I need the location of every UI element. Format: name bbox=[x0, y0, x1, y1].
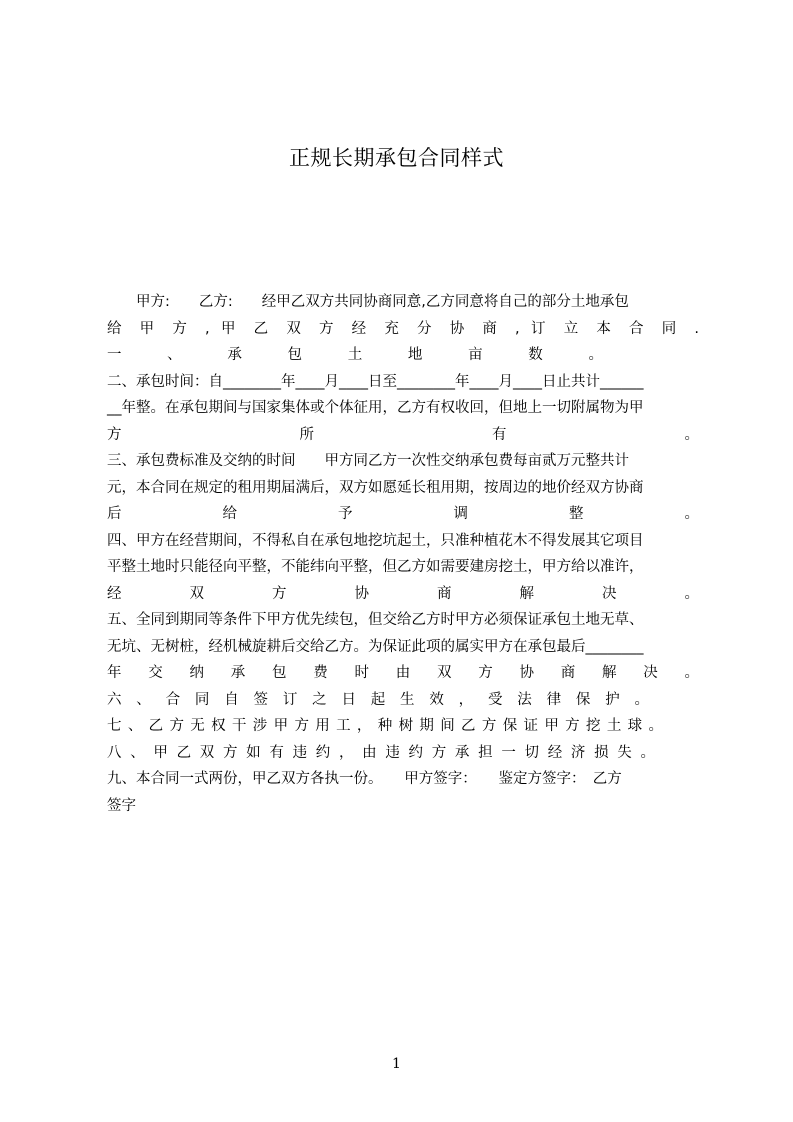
paragraph-line: 四、甲方在经营期间，不得私自在承包地挖坑起土，只准种植花木不得发展其它项目 bbox=[107, 532, 644, 549]
paragraph-line: 甲方: 乙方: 经甲乙双方共同协商同意,乙方同意将自己的部分土地承包 bbox=[107, 294, 629, 310]
paragraph-line: 签字 bbox=[107, 797, 136, 814]
paragraph-line: 元，本合同在规定的租用期届满后，双方如愿延长租用期，按周边的地价经双方协商 bbox=[107, 479, 644, 496]
paragraph-line: 三、承包费标准及交纳的时间 甲方同乙方一次性交纳承包费每亩贰万元整共计 bbox=[107, 453, 629, 469]
paragraph-line: 经 双 方 协 商 解 决 。 bbox=[107, 585, 699, 602]
document-title: 正规长期承包合同样式 bbox=[289, 146, 504, 170]
paragraph-line: 给 甲 方 , 甲 乙 双 方 经 充 分 协 商 , 订 立 本 合 同 . bbox=[107, 320, 699, 337]
page-number: 1 bbox=[392, 1056, 401, 1072]
paragraph-line: 七 、 乙 方 无 权 干 涉 甲 方 用 工 ， 种 树 期 间 乙 方 保 证 甲 方 挖 土 球 。 bbox=[107, 718, 663, 734]
paragraph-line: 五、全同到期同等条件下甲方优先续包，但交给乙方时甲方必须保证承包土地无草、 bbox=[107, 612, 644, 628]
paragraph-line: 八 、 甲 乙 双 方 如 有 违 约 ， 由 违 约 方 承 担 一 切 经 济 损 失 。 bbox=[107, 744, 655, 761]
paragraph-line: __年整。在承包期间与国家集体或个体征用，乙方有权收回，但地上一切附属物为甲 bbox=[107, 400, 644, 416]
paragraph-line: 平整土地时只能径向平整，不能纬向平整，但乙方如需要建房挖土，甲方给以准许， bbox=[107, 559, 644, 575]
paragraph-line: 九、本合同一式两份，甲乙双方各执一份。 甲方签字： 鉴定方签字： 乙方 bbox=[107, 771, 622, 787]
paragraph-line: 六 、 合 同 自 签 订 之 日 起 生 效 ， 受 法 律 保 护 。 bbox=[107, 691, 649, 708]
contract-body bbox=[107, 289, 699, 819]
paragraph-line: 方 所 有 。 bbox=[107, 426, 699, 443]
paragraph-line: 后 给 予 调 整 。 bbox=[107, 506, 699, 522]
paragraph-line: 二、承包时间：自________年____月____日至________年____月____日止共计______ bbox=[107, 373, 644, 390]
paragraph-line: 一 、 承 包 土 地 亩 数 。 bbox=[107, 347, 603, 363]
paragraph-line: 无坑、无树桩，经机械旋耕后交给乙方。为保证此项的属实甲方在承包最后________ bbox=[107, 638, 644, 655]
paragraph-line: 年 交 纳 承 包 费 时 由 双 方 协 商 解 决 。 bbox=[107, 665, 699, 681]
